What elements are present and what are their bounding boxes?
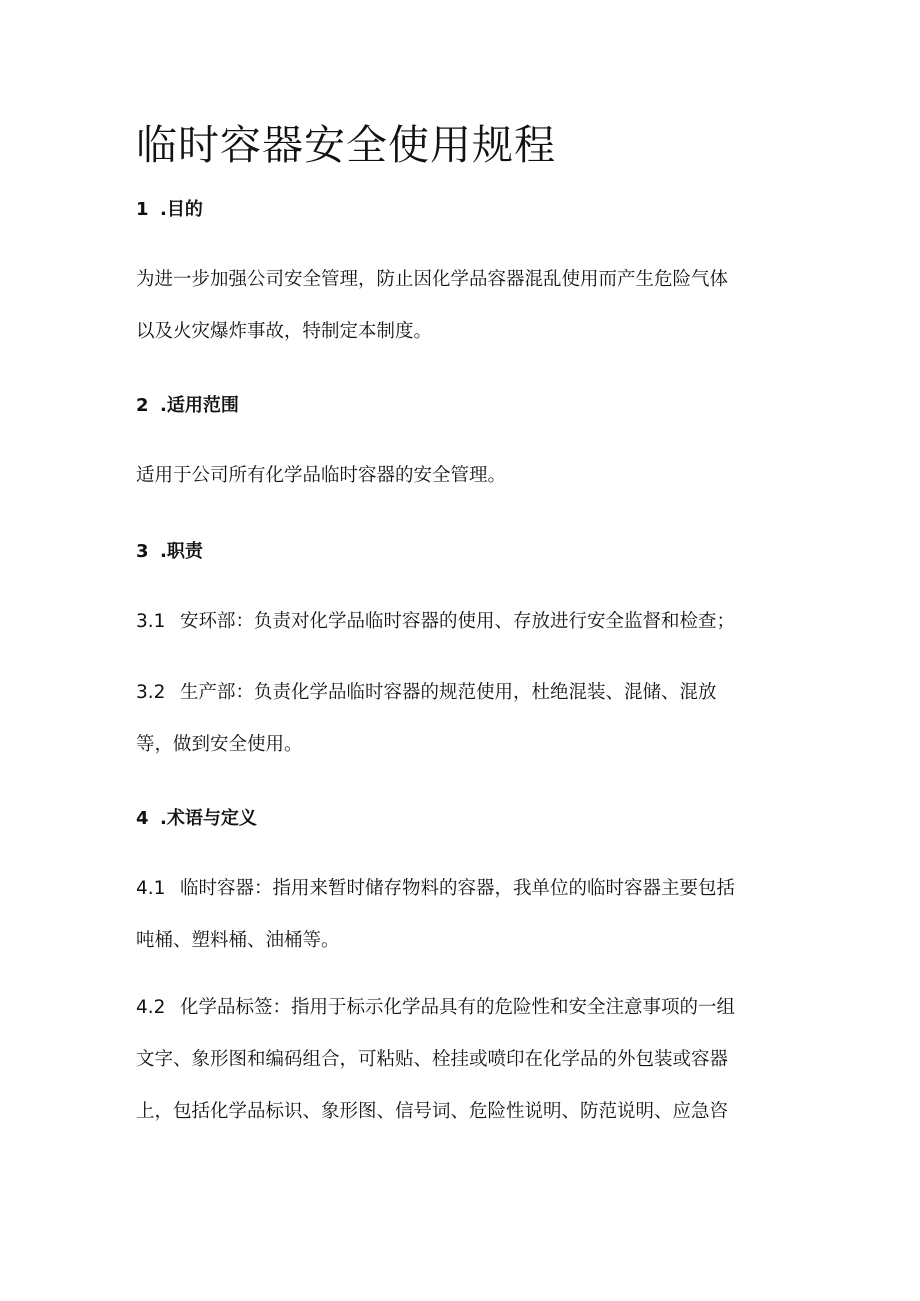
section-2-paragraph: [136, 450, 786, 502]
document-title: 临时容器安全使用规程: [136, 121, 556, 169]
section-3-heading: [136, 539, 203, 565]
section-title: .目的: [160, 199, 203, 220]
section-1-paragraph: [136, 254, 786, 358]
item-text: 吨桶、塑料桶、油桶等。: [136, 930, 340, 951]
item-text: 化学品标签：指用于标示化学品具有的危险性和安全注意事项的一组: [180, 997, 736, 1018]
item-text: 上，包括化学品标识、象形图、信号词、危险性说明、防范说明、应急咨: [136, 1101, 729, 1122]
item-number: 3.1: [136, 611, 166, 632]
item-text: 等，做到安全使用。: [136, 734, 303, 755]
item-text: 安环部：负责对化学品临时容器的使用、存放进行安全监督和检查；: [180, 611, 736, 632]
section-1-heading: [136, 197, 203, 223]
item-3-1: [136, 596, 786, 648]
section-number: 4: [136, 808, 149, 829]
item-4-1: [136, 863, 786, 967]
section-number: 2: [136, 395, 149, 416]
section-2-heading: [136, 393, 239, 419]
paragraph-line: 为进一步加强公司安全管理，防止因化学品容器混乱使用而产生危险气体: [136, 269, 729, 290]
section-title: .职责: [160, 541, 203, 562]
item-number: 3.2: [136, 682, 166, 703]
item-number: 4.1: [136, 878, 166, 899]
paragraph-line: 以及火灾爆炸事故，特制定本制度。: [136, 321, 433, 342]
section-number: 1: [136, 199, 149, 220]
paragraph-line: 适用于公司所有化学品临时容器的安全管理。: [136, 465, 507, 486]
item-text: 文字、象形图和编码组合，可粘贴、栓挂或喷印在化学品的外包装或容器: [136, 1049, 729, 1070]
section-title: .适用范围: [160, 395, 239, 416]
section-4-heading: [136, 806, 257, 832]
section-number: 3: [136, 541, 149, 562]
item-3-2: [136, 667, 786, 771]
item-text: 临时容器：指用来暂时储存物料的容器，我单位的临时容器主要包括: [180, 878, 736, 899]
item-number: 4.2: [136, 997, 166, 1018]
item-4-2: [136, 982, 786, 1138]
item-text: 生产部：负责化学品临时容器的规范使用，杜绝混装、混储、混放: [180, 682, 717, 703]
section-title: .术语与定义: [160, 808, 257, 829]
